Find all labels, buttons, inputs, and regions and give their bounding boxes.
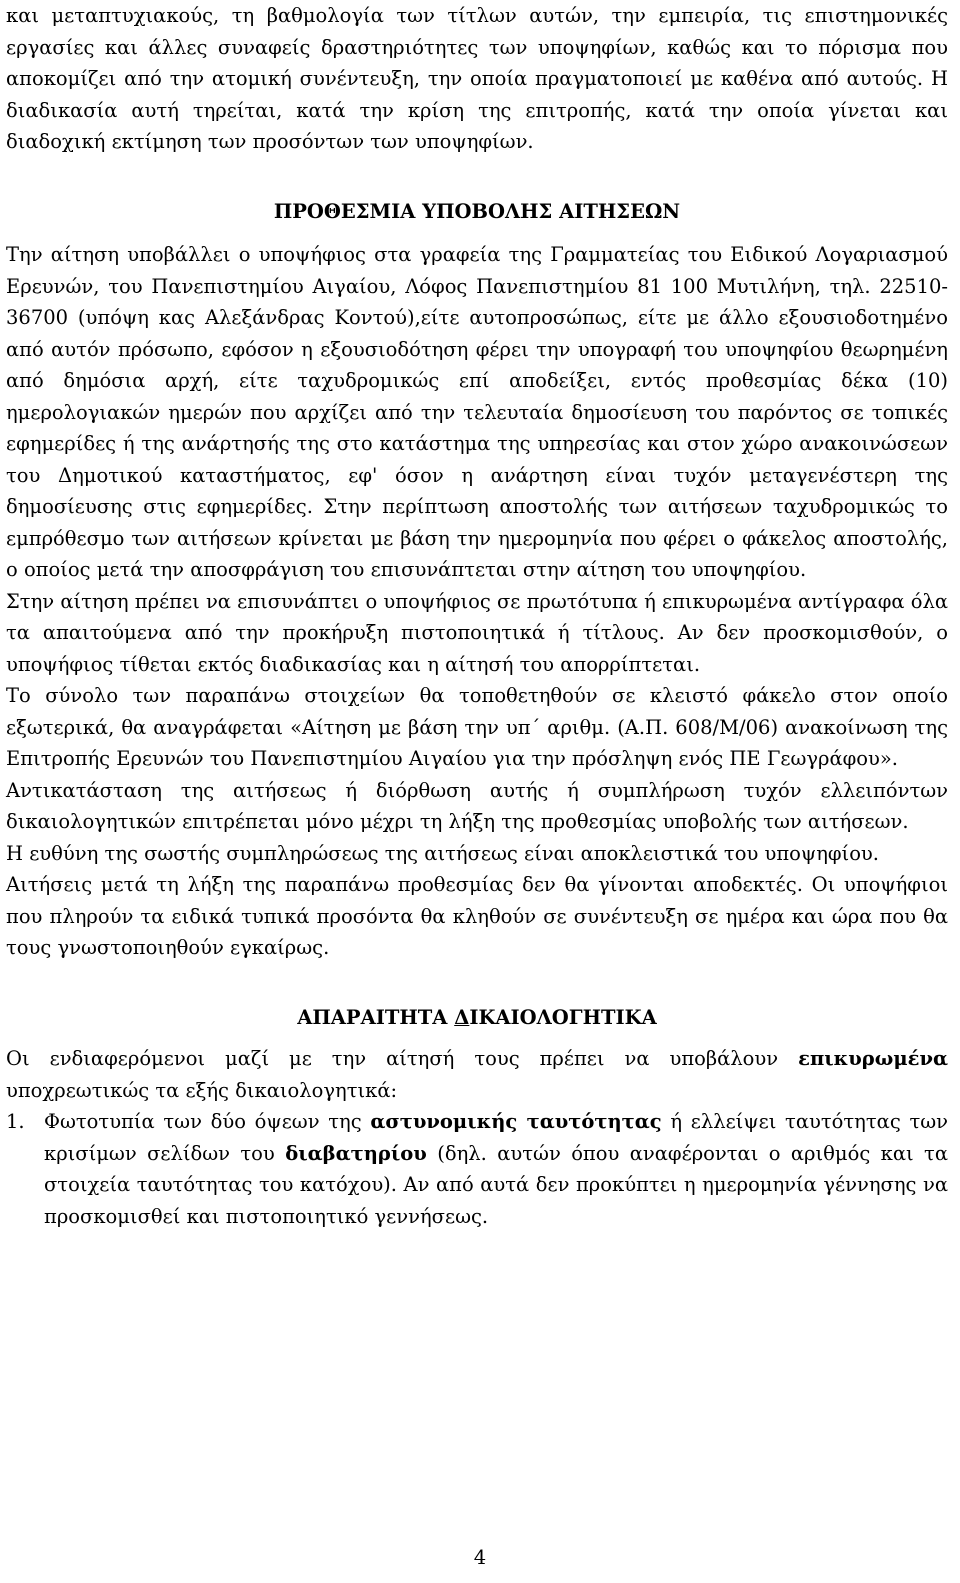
list-item-emphasis: αστυνομικής ταυτότητας (370, 1110, 662, 1133)
deadline-paragraph-attachments: Στην αίτηση πρέπει να επισυνάπτει ο υποψήφιος σε πρωτότυπα ή επικυρωμένα αντίγραφα όλα τα απαιτούμενα από την προκήρυξη πιστοποιητικά ή τίτλους. Αν δεν προσκομισθούν, ο υποψήφιος τίθεται εκτός διαδικασίας και η αίτησή του απορρίπτεται. (6, 589, 948, 676)
section-heading-documents (6, 1002, 948, 1034)
intro-paragraph: και μεταπτυχιακούς, τη βαθμολογία των τίτλων αυτών, την εμπειρία, τις επιστημονικές εργασίες και άλλες συναφείς δραστηριότητες των υποψηφίων, καθώς και το πόρισμα που αποκομίζει από την ατομική συνέντευξη, την οποία πραγματοποιεί με καθένα από αυτούς. Η διαδικασία αυτή τηρείται, κατά την κρίση της επιτροπής, κατά την οποία γίνεται και διαδοχική εκτίμηση των προσόντων των υποψηφίων. (6, 4, 948, 153)
list-item-emphasis: διαβατηρίου (285, 1141, 427, 1165)
list-item-number: 1. (6, 1110, 25, 1133)
documents-intro-emphasis: επικυρωμένα (798, 1047, 948, 1070)
list-item-text (44, 1106, 948, 1232)
heading-underlined-letter: Δ (454, 1005, 470, 1029)
list-item-text-part: (δηλ. αυτών όπου αναφέρονται ο αριθμός και τα στοιχεία ταυτότητας του κατόχου). Αν από αυτά δεν προκύπτει η ημερομηνία γέννησης να προσκομισθεί και πιστοποιητικό γεννήσεως. (44, 1141, 948, 1228)
heading-part: ΙΚΑΙΟΛΟΓΗΤΙΚΑ (469, 1005, 657, 1029)
list-item-text-part: ή ελλείψει ταυτότητας των κρισίμων σελίδων του (44, 1110, 948, 1165)
document-page (6, 0, 948, 1232)
deadline-paragraph-submission: Την αίτηση υποβάλλει ο υποψήφιος στα γραφεία της Γραμματείας του Ειδικού Λογαριασμού Ερευνών, του Πανεπιστημίου Αιγαίου, Λόφος Πανεπιστημίου 81 100 Μυτιλήνη, τηλ. 22510-36700 (υπόψη κας Αλεξάνδρας Κοντού),είτε αυτοπροσώπως, είτε με άλλο εξουσιοδοτημένο από αυτόν πρόσωπο, εφόσον η εξουσιοδότηση φέρει την υπογραφή του υποψηφίου θεωρημένη από δημόσια αρχή, είτε ταχυδρομικώς επί αποδείξει, εντός προθεσμίας δέκα (10) ημερολογιακών ημερών που αρχίζει από την τελευταία δημοσίευση του παρόντος σε τοπικές εφημερίδες ή της ανάρτησής της στο κατάστημα της υπηρεσίας και στον χώρο ανακοινώσεων του Δημοτικού καταστήματος, εφ' όσον η ανάρτηση είναι τυχόν μεταγενέστερη της δημοσίευσης στις εφημερίδες. Στην περίπτωση αποστολής των αιτήσεων ταχυδρομικώς το εμπρόθεσμο των αιτήσεων κρίνεται με βάση την ημερομηνία που φέρει ο φάκελος αποστολής, ο οποίος μετά την αποσφράγιση του επισυνάπτεται στην αίτηση του υποψηφίου. (6, 243, 948, 581)
heading-part: ΑΠΑΡΑΙΤΗΤΑ (297, 1005, 455, 1029)
documents-intro (6, 1043, 948, 1106)
page-number: 4 (473, 1546, 487, 1569)
list-item-text-part: Φωτοτυπία των δύο όψεων της (44, 1110, 371, 1133)
section-heading-deadline: ΠΡΟΘΕΣΜΙΑ ΥΠΟΒΟΛΗΣ ΑΙΤΗΣΕΩΝ (273, 199, 681, 223)
documents-intro-text: Οι ενδιαφερόμενοι μαζί με την αίτησή τους πρέπει να υποβάλουν (6, 1047, 799, 1070)
deadline-paragraph-corrections: Αντικατάσταση της αιτήσεως ή διόρθωση αυτής ή συμπλήρωση τυχόν ελλειπόντων δικαιολογητικών επιτρέπεται μόνο μέχρι τη λήξη της προθεσμίας υποβολής των αιτήσεων. (6, 778, 948, 833)
deadline-paragraph-envelope: Το σύνολο των παραπάνω στοιχείων θα τοποθετηθούν σε κλειστό φάκελο στον οποίο εξωτερικά, θα αναγράφεται «Αίτηση με βάση την υπ΄ αριθμ. (Α.Π. 608/Μ/06) ανακοίνωση της Επιτροπής Ερευνών του Πανεπιστημίου Αιγαίου για την πρόσληψη ενός ΠΕ Γεωγράφου». (6, 684, 948, 770)
deadline-paragraph-responsibility: Η ευθύνη της σωστής συμπληρώσεως της αιτήσεως είναι αποκλειστικά του υποψηφίου. (6, 841, 879, 865)
documents-intro-text: υποχρεωτικώς τα εξής δικαιολογητικά: (6, 1078, 398, 1102)
list-item (6, 1106, 948, 1232)
deadline-paragraph-late-applications: Αιτήσεις μετά τη λήξη της παραπάνω προθεσμίας δεν θα γίνονται αποδεκτές. Οι υποψήφιοι που πληρούν τα ειδικά τυπικά προσόντα θα κληθούν σε συνέντευξη σε ημέρα και ώρα που θα τους γνωστοποιηθούν εγκαίρως. (6, 873, 948, 959)
documents-list (6, 1106, 948, 1232)
